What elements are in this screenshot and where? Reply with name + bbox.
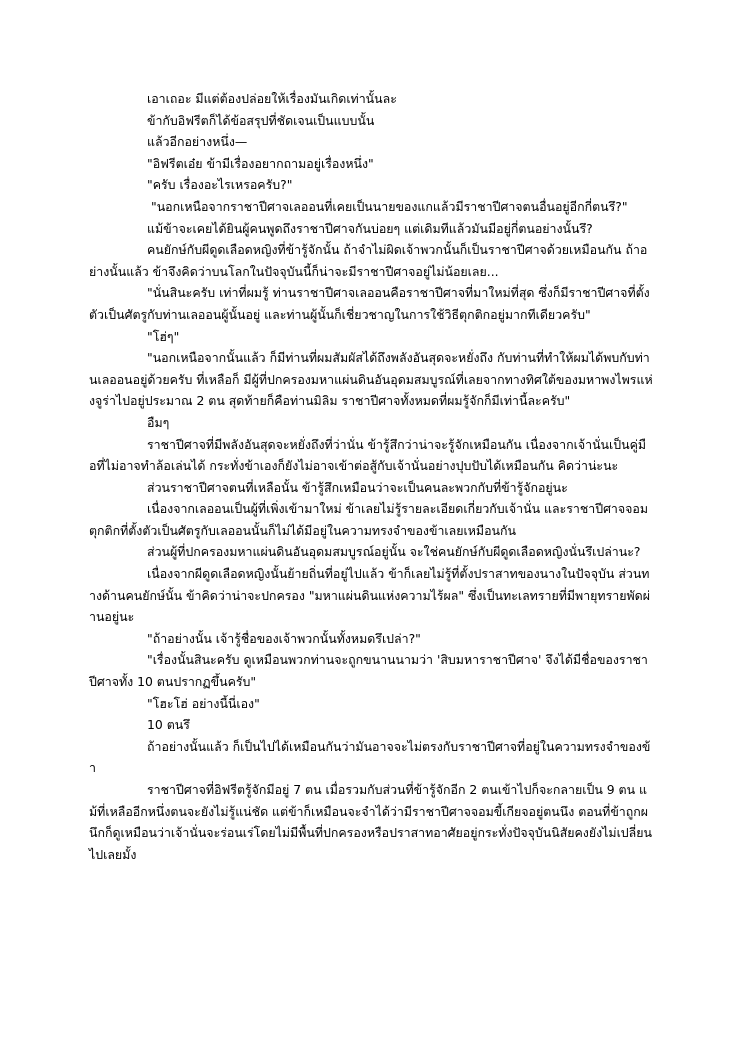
paragraph: ราชาปีศาจที่อิฟรีตรู้จักมีอยู่ 7 ตน เมื่อรวมกับส่วนที่ข้ารู้จักอีก 2 ตนเข้าไปก็จะกลายเป็น 9 ตน แม้ที่เหลืออีกหนึ่งตนจะยังไม่รู้แน่ชัด แต่ข้าก็เหมือนจะจำได้ว่ามีราชาปีศาจจอมขี้เกียจอยู่ตนนึง ตอนที่ข้าถูกผนึกก็ดูเหมือนว่าเจ้านั่นจะร่อนเร่โดยไม่มีพื้นที่ปกครองหรือปราสาทอาศัยอยู่กระทั่งปัจจุบันนิสัยคงยังไม่เปลี่ยนไปเลยมั้ง: [89, 782, 652, 862]
paragraph: เนื่องจากเลออนเป็นผู้ที่เพิ่งเข้ามาใหม่ ข้าเลยไม่รู้รายละเอียดเกี่ยวกับเจ้านั่น และราชาปีศาจจอมตุกติกที่ตั้งตัวเป็นศัตรูกับเลออนนั้นก็ไม่ได้มีอยู่ในความทรงจำของข้าเลยเหมือนกัน: [89, 501, 649, 538]
paragraph: คนยักษ์กับผีดูดเลือดหญิงที่ข้ารู้จักนั้น ถ้าจำไม่ผิดเจ้าพวกนั้นก็เป็นราชาปีศาจด้วยเหมือนกัน ถ้าอย่างนั้นแล้ว ข้าจึงคิดว่าบนโลกในปัจจุบันนี้ก็น่าจะมีราชาปีศาจอยู่ไม่น้อยเลย...: [89, 242, 648, 279]
paragraph: "ถ้าอย่างนั้น เจ้ารู้ชื่อของเจ้าพวกนั้นทั้งหมดรึเปล่า?": [147, 630, 421, 646]
paragraph: ข้ากับอิฟรีตก็ได้ข้อสรุปที่ชัดเจนเป็นแบบนั้น: [147, 112, 375, 128]
body-text: [89, 88, 653, 865]
paragraph: อืมๆ: [147, 414, 170, 430]
paragraph: ราชาปีศาจที่มีพลังอันสุดจะหยั่งถึงที่ว่านั่น ข้ารู้สึกว่าน่าจะรู้จักเหมือนกัน เนื่องจากเจ้านั่นเป็นคู่มือที่ไม่อาจทำล้อเล่นได้ กระทั่งข้าเองก็ยังไม่อาจเข้าต่อสู้กับเจ้านั่นอย่างปุบปับได้เหมือนกัน คิดว่าน่ะนะ: [89, 436, 647, 474]
paragraph: "อิฟรีตเอ๋ย ข้ามีเรื่องอยากถามอยู่เรื่องหนึ่ง": [147, 155, 374, 171]
paragraph: แล้วอีกอย่างหนึ่ง—: [147, 134, 248, 150]
paragraph: "นอกเหนือจากราชาปีศาจเลออนที่เคยเป็นนายของแกแล้วมีราชาปีศาจตนอื่นอยู่อีกกี่ตนรึ?": [151, 198, 628, 214]
paragraph: ส่วนผู้ที่ปกครองมหาแผ่นดินอันอุดมสมบูรณ์อยู่นั้น จะใช่คนยักษ์กับผีดูดเลือดหญิงนั่นรึเปล่านะ?: [147, 544, 641, 560]
paragraph: "เรื่องนั้นสินะครับ ดูเหมือนพวกท่านจะถูกขนานนามว่า 'สิบมหาราชาปีศาจ' จึงได้มีชื่อของราชาปีศาจทั้ง 10 ตนปรากฏขึ้นครับ": [89, 652, 648, 690]
paragraph: "นอกเหนือจากนั้นแล้ว ก็มีท่านที่ผมสัมผัสได้ถึงพลังอันสุดจะหยั่งถึง กับท่านที่ทำให้ผมได้พบกับท่านเลออนอยู่ด้วยครับ ที่เหลือก็ มีผู้ที่ปกครองมหาแผ่นดินอันอุดมสมบูรณ์ที่เลยจากทางทิศใต้ของมหาพงไพรแห่งจูร่าไปอยู่ประมาณ 2 ตน สุดท้ายก็คือท่านมิลิม ราชาปีศาจทั้งหมดที่ผมรู้จักก็มีเท่านี้ละครับ": [89, 350, 653, 409]
paragraph: ส่วนราชาปีศาจตนที่เหลือนั้น ข้ารู้สึกเหมือนว่าจะเป็นคนละพวกกับที่ข้ารู้จักอยู่นะ: [147, 479, 568, 495]
paragraph: "โฮ่ๆ": [147, 328, 180, 344]
paragraph: เนื่องจากผีดูดเลือดหญิงนั้นย้ายถิ่นที่อยู่ไปแล้ว ข้าก็เลยไม่รู้ที่ตั้งปราสาทของนางในปัจจุบัน ส่วนทางด้านคนยักษ์นั้น ข้าคิดว่าน่าจะปกครอง "มหาแผ่นดินแห่งความไร้ผล" ซึ่งเป็นทะเลทรายที่มีพายุทรายพัดผ่านอยู่นะ: [89, 566, 650, 625]
paragraph: เอาเถอะ มีแต่ต้องปล่อยให้เรื่องมันเกิดเท่านั้นละ: [147, 91, 397, 106]
paragraph: "โฮะโฮ่ อย่างนี้นี่เอง": [147, 695, 260, 711]
paragraph: "นั่นสินะครับ เท่าที่ผมรู้ ท่านราชาปีศาจเลออนคือราชาปีศาจที่มาใหม่ที่สุด ซึ่งก็มีราชาปีศาจที่ตั้งตัวเป็นศัตรูกับท่านเลออนผู้นั้นอยู่ และท่านผู้นั้นก็เชี่ยวชาญในการใช้วิธีตุกติกอยู่มากทีเดียวครับ": [89, 285, 650, 322]
paragraph: ถ้าอย่างนั้นแล้ว ก็เป็นไปได้เหมือนกันว่ามันอาจจะไม่ตรงกับราชาปีศาจที่อยู่ในความทรงจำของข้า: [89, 738, 651, 776]
paragraph: 10 ตนรึ: [147, 717, 190, 733]
paragraph: แม้ข้าจะเคยได้ยินผู้คนพูดถึงราชาปีศาจกันบ่อยๆ แต่เดิมทีแล้วมันมีอยู่กี่ตนอย่างนั้นรึ?: [147, 220, 593, 236]
paragraph: "ครับ เรื่องอะไรเหรอครับ?": [147, 177, 293, 193]
